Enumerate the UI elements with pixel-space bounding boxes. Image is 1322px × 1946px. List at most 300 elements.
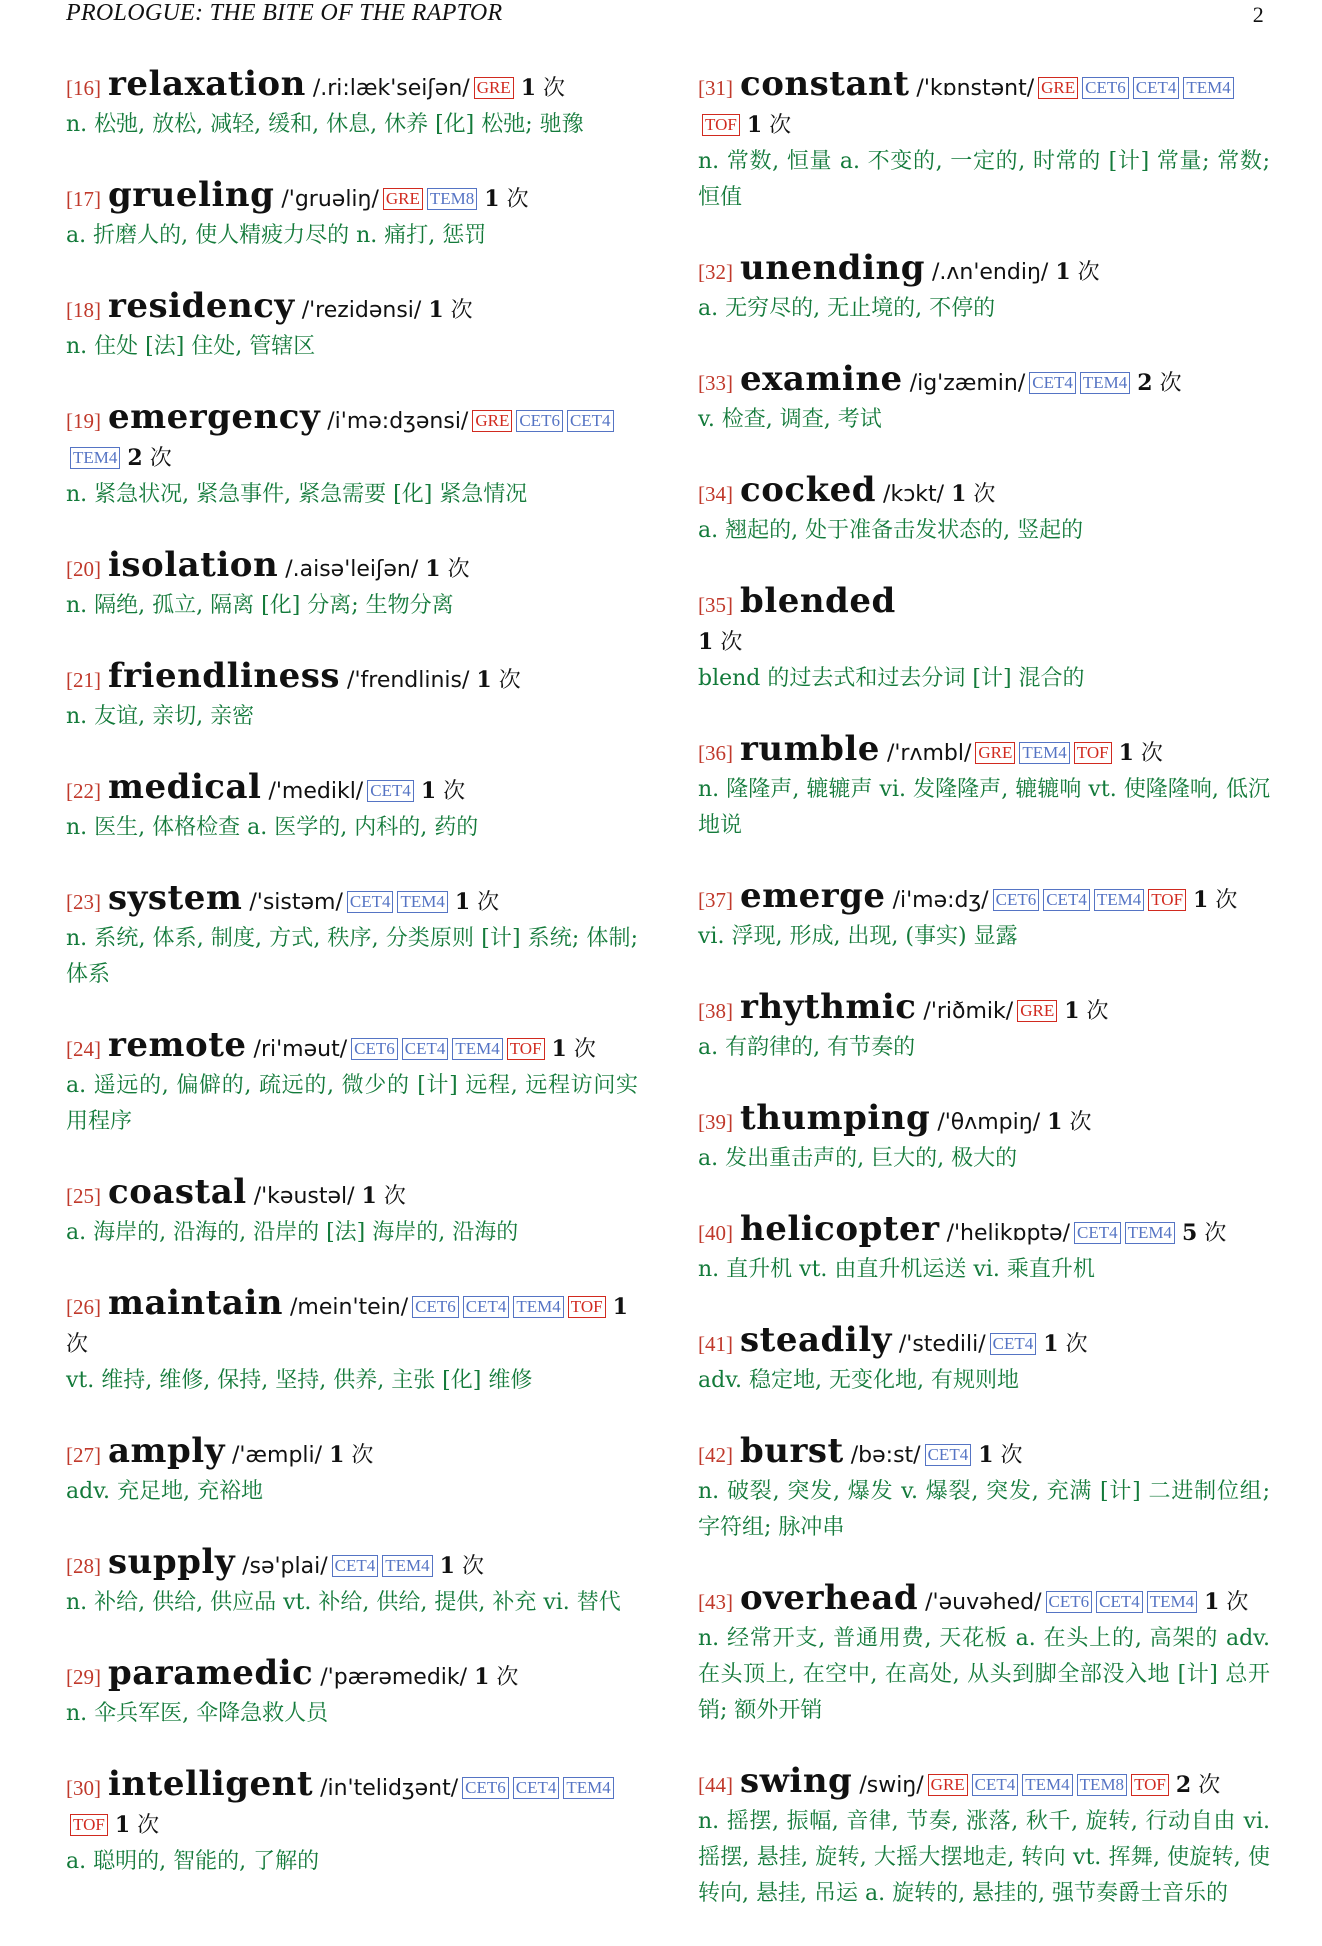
count-value: 2 <box>1175 1772 1192 1798</box>
vocab-entry <box>698 878 1270 955</box>
exam-tag: GRE <box>975 742 1015 764</box>
vocab-entry <box>698 472 1270 549</box>
exam-tag: CET4 <box>925 1444 972 1466</box>
vocab-entry <box>66 66 638 143</box>
exam-tag: TOF <box>1148 889 1186 911</box>
entry-headline <box>698 878 1270 919</box>
count-unit: 次 <box>450 298 473 323</box>
exam-tag: CET4 <box>1096 1591 1143 1613</box>
entry-headline <box>66 1027 638 1068</box>
exam-tag: TOF <box>1131 1774 1169 1796</box>
occurrence-count <box>115 1813 159 1838</box>
count-value: 1 <box>520 75 536 101</box>
occurrence-count <box>951 482 995 507</box>
occurrence-count <box>484 187 528 212</box>
headword: grueling <box>108 175 275 215</box>
exam-tag: CET4 <box>1074 1222 1121 1244</box>
definition: a. 有韵律的, 有节奏的 <box>698 1035 916 1060</box>
exam-tag: TEM4 <box>397 891 447 913</box>
exam-tag: TEM4 <box>452 1038 502 1060</box>
headword: system <box>108 878 243 918</box>
vocab-entry <box>66 658 638 735</box>
entry-number: [20] <box>66 557 101 581</box>
vocab-entry <box>66 547 638 624</box>
count-unit: 次 <box>1086 999 1109 1024</box>
definition: n. 摇摆, 振幅, 音律, 节奏, 涨落, 秋千, 旋转, 行动自由 vi. 摇摆, 悬挂, 旋转, 大摇大摆地走, 转向 vt. 挥舞, 使旋转, 使转向, 悬挂, 吊运 a. 旋转的, 悬挂的, 强节奏爵士音乐的 <box>698 1809 1270 1906</box>
exam-tag: CET4 <box>1043 889 1090 911</box>
occurrence-count <box>698 630 742 655</box>
exam-tag: GRE <box>928 1774 968 1796</box>
phonetic: /'kəustəl/ <box>253 1184 355 1209</box>
headword: friendliness <box>108 656 341 696</box>
count-unit: 次 <box>351 1443 374 1468</box>
definition: a. 聪明的, 智能的, 了解的 <box>66 1849 320 1874</box>
entry-number: [44] <box>698 1773 733 1797</box>
definition: n. 破裂, 突发, 爆发 v. 爆裂, 突发, 充满 [计] 二进制位组; 字符组; 脉冲串 <box>698 1479 1270 1540</box>
exam-tag: CET4 <box>567 410 614 432</box>
headword: steadily <box>740 1320 892 1360</box>
definition: n. 经常开支, 普通用费, 天花板 a. 在头上的, 高架的 adv. 在头顶上, 在空中, 在高处, 从头到脚全部没入地 [计] 总开销; 额外开销 <box>698 1626 1270 1723</box>
exam-tag: CET4 <box>367 780 414 802</box>
vocab-entry <box>66 1027 638 1140</box>
occurrence-count <box>978 1443 1022 1468</box>
vocab-entry <box>698 361 1270 438</box>
occurrence-count <box>428 298 472 323</box>
occurrence-count <box>1182 1221 1226 1246</box>
headword: residency <box>108 286 295 326</box>
headword: rhythmic <box>740 987 917 1027</box>
exam-tag: CET6 <box>1082 77 1129 99</box>
occurrence-count <box>1137 371 1181 396</box>
definition: n. 直升机 vt. 由直升机运送 vi. 乘直升机 <box>698 1257 1095 1282</box>
phonetic: /kɔkt/ <box>883 482 945 507</box>
exam-tag: CET4 <box>402 1038 449 1060</box>
headword: rumble <box>740 729 880 769</box>
definition: n. 隔绝, 孤立, 隔离 [化] 分离; 生物分离 <box>66 593 454 618</box>
count-unit: 次 <box>477 890 500 915</box>
count-unit: 次 <box>496 1665 519 1690</box>
definition: n. 系统, 体系, 制度, 方式, 秩序, 分类原则 [计] 系统; 体制; 体系 <box>66 926 638 987</box>
entry-headline <box>698 583 1270 661</box>
exam-tag: GRE <box>474 77 514 99</box>
exam-tag: CET6 <box>462 1777 509 1799</box>
phonetic: /'sistəm/ <box>249 890 343 915</box>
count-value: 1 <box>439 1553 455 1579</box>
occurrence-count <box>474 1665 518 1690</box>
headword: amply <box>108 1431 225 1471</box>
definition: a. 折磨人的, 使人精疲力尽的 n. 痛打, 惩罚 <box>66 223 487 248</box>
entry-number: [30] <box>66 1776 101 1800</box>
entry-number: [37] <box>698 888 733 912</box>
exam-tag: GRE <box>383 188 423 210</box>
phonetic: /i'mə:dʒənsi/ <box>327 409 469 434</box>
definition: n. 补给, 供给, 供应品 vt. 补给, 供给, 提供, 补充 vi. 替代 <box>66 1590 621 1615</box>
entry-headline <box>66 66 638 107</box>
right-column <box>698 66 1270 1946</box>
headword: medical <box>108 767 262 807</box>
entry-headline <box>66 177 638 218</box>
entry-number: [40] <box>698 1221 733 1245</box>
phonetic: /'helikɒptə/ <box>946 1221 1070 1246</box>
occurrence-count <box>440 1554 484 1579</box>
count-value: 1 <box>746 112 763 138</box>
vocab-entry <box>66 1655 638 1732</box>
count-value: 1 <box>551 1036 567 1062</box>
count-value: 1 <box>612 1294 628 1320</box>
count-value: 1 <box>698 629 714 655</box>
count-value: 1 <box>1064 998 1080 1024</box>
entry-headline <box>698 472 1270 513</box>
headword: intelligent <box>108 1764 314 1804</box>
entry-number: [22] <box>66 779 101 803</box>
count-unit: 次 <box>149 446 172 471</box>
vocab-entry <box>698 66 1270 216</box>
exam-tag: TOF <box>70 1814 108 1836</box>
definition: vi. 浮现, 形成, 出现, (事实) 显露 <box>698 924 1018 949</box>
entry-number: [28] <box>66 1554 101 1578</box>
exam-tag: TEM4 <box>513 1296 563 1318</box>
headword: maintain <box>108 1283 284 1323</box>
count-unit: 次 <box>1069 1110 1092 1135</box>
vocab-entry <box>66 769 638 846</box>
count-unit: 次 <box>543 76 566 101</box>
phonetic: /'riðmik/ <box>923 999 1014 1024</box>
vocab-entry <box>66 880 638 993</box>
entry-number: [29] <box>66 1665 101 1689</box>
headword: thumping <box>740 1098 931 1138</box>
entry-headline <box>698 361 1270 402</box>
count-value: 1 <box>1055 259 1071 285</box>
exam-tag: TOF <box>568 1296 606 1318</box>
phonetic: /'æmpli/ <box>231 1443 323 1468</box>
headword: burst <box>740 1431 844 1471</box>
vocab-entry <box>698 250 1270 327</box>
count-value: 1 <box>978 1442 994 1468</box>
definition: n. 常数, 恒量 a. 不变的, 一定的, 时常的 [计] 常量; 常数; 恒值 <box>698 149 1270 210</box>
occurrence-count <box>127 446 171 471</box>
count-unit: 次 <box>1198 1773 1221 1798</box>
count-unit: 次 <box>973 482 996 507</box>
occurrence-count <box>1043 1332 1087 1357</box>
headword: unending <box>740 248 925 288</box>
headword: overhead <box>740 1578 919 1618</box>
count-value: 1 <box>484 186 500 212</box>
headword: helicopter <box>740 1209 940 1249</box>
entry-number: [32] <box>698 260 733 284</box>
exam-tag: TEM4 <box>563 1777 613 1799</box>
exam-tag: TEM4 <box>1019 742 1069 764</box>
vocab-entry <box>66 1285 638 1399</box>
phonetic: /'stedili/ <box>898 1332 986 1357</box>
exam-tag: TEM4 <box>70 447 120 469</box>
headword: isolation <box>108 545 279 585</box>
vocab-entry <box>698 1580 1270 1729</box>
exam-tag: TEM4 <box>1125 1222 1175 1244</box>
headword: supply <box>108 1542 236 1582</box>
page-number: 2 <box>1252 2 1264 27</box>
occurrence-count <box>1119 741 1163 766</box>
entry-number: [34] <box>698 482 733 506</box>
exam-tag: TEM4 <box>1094 889 1144 911</box>
definition: n. 紧急状况, 紧急事件, 紧急需要 [化] 紧急情况 <box>66 482 528 507</box>
entry-headline <box>66 1433 638 1474</box>
entry-number: [23] <box>66 890 101 914</box>
headword: cocked <box>740 470 877 510</box>
headword: emerge <box>740 876 886 916</box>
exam-tag: CET6 <box>993 889 1040 911</box>
occurrence-count <box>1176 1773 1220 1798</box>
count-unit: 次 <box>137 1813 160 1838</box>
count-value: 1 <box>951 481 967 507</box>
entry-headline <box>698 1580 1270 1621</box>
entry-number: [43] <box>698 1590 733 1614</box>
entry-headline <box>66 288 638 329</box>
occurrence-count <box>421 779 465 804</box>
exam-tag: CET6 <box>516 410 563 432</box>
vocab-entry <box>66 1766 638 1880</box>
phonetic: /ri'məut/ <box>253 1037 348 1062</box>
exam-tag: CET4 <box>513 1777 560 1799</box>
entry-number: [38] <box>698 999 733 1023</box>
entry-number: [18] <box>66 298 101 322</box>
phonetic: /'rʌmbl/ <box>886 741 972 766</box>
phonetic: /'əuvəhed/ <box>925 1590 1042 1615</box>
phonetic: /.ri:læk'seiʃən/ <box>312 76 470 101</box>
entry-headline <box>698 731 1270 772</box>
count-unit: 次 <box>1226 1590 1249 1615</box>
occurrence-count <box>362 1184 406 1209</box>
count-unit: 次 <box>1215 888 1238 913</box>
entry-number: [36] <box>698 741 733 765</box>
phonetic: /.ʌn'endiŋ/ <box>931 260 1049 285</box>
count-value: 1 <box>361 1183 377 1209</box>
occurrence-count <box>1193 888 1237 913</box>
entry-number: [42] <box>698 1443 733 1467</box>
definition: vt. 维持, 维修, 保持, 坚持, 供养, 主张 [化] 维修 <box>66 1368 533 1393</box>
definition: adv. 充足地, 充裕地 <box>66 1479 263 1504</box>
occurrence-count <box>521 76 565 101</box>
occurrence-count <box>1055 260 1099 285</box>
vocab-entry <box>698 1211 1270 1288</box>
entry-number: [17] <box>66 187 101 211</box>
definition: n. 住处 [法] 住处, 管辖区 <box>66 334 316 359</box>
phonetic: /'kɒnstənt/ <box>916 76 1035 101</box>
occurrence-count <box>1064 999 1108 1024</box>
count-unit: 次 <box>506 187 529 212</box>
vocab-entry <box>698 1100 1270 1177</box>
entry-headline <box>66 1174 638 1215</box>
vocab-entry <box>698 1433 1270 1546</box>
count-unit: 次 <box>461 1554 484 1579</box>
exam-tag: TEM8 <box>427 188 477 210</box>
page-header <box>66 0 1264 30</box>
entry-number: [33] <box>698 371 733 395</box>
entry-headline <box>66 1766 638 1844</box>
count-unit: 次 <box>720 630 743 655</box>
occurrence-count <box>747 113 791 138</box>
count-unit: 次 <box>1204 1221 1227 1246</box>
entry-headline <box>66 399 638 477</box>
count-unit: 次 <box>447 557 470 582</box>
phonetic: /'medikl/ <box>268 779 364 804</box>
occurrence-count <box>425 557 469 582</box>
entry-number: [35] <box>698 593 733 617</box>
phonetic: /'rezidənsi/ <box>301 298 422 323</box>
definition: a. 海岸的, 沿海的, 沿岸的 [法] 海岸的, 沿海的 <box>66 1220 519 1245</box>
count-value: 1 <box>428 297 444 323</box>
entry-number: [31] <box>698 76 733 100</box>
entry-headline <box>698 989 1270 1030</box>
entry-headline <box>66 658 638 699</box>
count-value: 1 <box>1193 887 1209 913</box>
definition: n. 松弛, 放松, 减轻, 缓和, 休息, 休养 [化] 松弛; 驰豫 <box>66 112 584 137</box>
entry-number: [19] <box>66 409 101 433</box>
entry-headline <box>698 66 1270 144</box>
count-value: 1 <box>1047 1109 1063 1135</box>
entry-number: [16] <box>66 76 101 100</box>
headword: constant <box>740 64 910 104</box>
definition: n. 友谊, 亲切, 亲密 <box>66 704 255 729</box>
occurrence-count <box>1047 1110 1091 1135</box>
exam-tag: TOF <box>1074 742 1112 764</box>
phonetic: /'pærəmedik/ <box>320 1665 468 1690</box>
exam-tag: TEM4 <box>1080 372 1130 394</box>
exam-tag: CET4 <box>332 1555 379 1577</box>
headword: remote <box>108 1025 247 1065</box>
exam-tag: TOF <box>507 1038 545 1060</box>
entry-number: [24] <box>66 1037 101 1061</box>
phonetic: /'frendlinis/ <box>347 668 470 693</box>
vocab-entry <box>698 583 1270 697</box>
exam-tag: CET4 <box>1029 372 1076 394</box>
definition: a. 遥远的, 偏僻的, 疏远的, 微少的 [计] 远程, 远程访问实用程序 <box>66 1073 638 1134</box>
count-unit: 次 <box>498 668 521 693</box>
count-value: 1 <box>454 889 471 915</box>
left-column <box>66 66 638 1914</box>
count-unit: 次 <box>1065 1332 1088 1357</box>
exam-tag: TEM4 <box>1147 1591 1197 1613</box>
phonetic: /.aisə'leiʃən/ <box>285 557 419 582</box>
exam-tag: TOF <box>702 114 740 136</box>
phonetic: /swiŋ/ <box>859 1773 924 1798</box>
headword: examine <box>740 359 903 399</box>
count-value: 2 <box>127 445 143 471</box>
headword: coastal <box>108 1172 247 1212</box>
occurrence-count <box>455 890 499 915</box>
phonetic: /'gruəliŋ/ <box>281 187 379 212</box>
phonetic: /i'mə:dʒ/ <box>892 888 989 913</box>
entry-headline <box>66 547 638 588</box>
count-value: 1 <box>476 667 492 693</box>
headword: blended <box>740 581 896 621</box>
entry-number: [39] <box>698 1110 733 1134</box>
exam-tag: GRE <box>472 410 512 432</box>
vocab-entry <box>698 731 1270 844</box>
count-value: 1 <box>1043 1331 1059 1357</box>
exam-tag: CET4 <box>972 1774 1019 1796</box>
vocab-entry <box>698 1763 1270 1912</box>
headword: paramedic <box>108 1653 314 1693</box>
definition: adv. 稳定地, 无变化地, 有规则地 <box>698 1368 1019 1393</box>
exam-tag: CET6 <box>412 1296 459 1318</box>
phonetic: /in'telidʒənt/ <box>320 1776 459 1801</box>
count-unit: 次 <box>66 1332 89 1357</box>
entry-headline <box>66 880 638 921</box>
count-unit: 次 <box>1077 260 1100 285</box>
count-unit: 次 <box>573 1037 596 1062</box>
exam-tag: GRE <box>1038 77 1078 99</box>
definition: a. 无穷尽的, 无止境的, 不停的 <box>698 296 996 321</box>
entry-headline <box>66 1544 638 1585</box>
exam-tag: TEM8 <box>1077 1774 1127 1796</box>
vocab-entry <box>66 1544 638 1621</box>
headword: emergency <box>108 397 321 437</box>
vocab-entry <box>66 1433 638 1510</box>
definition: a. 翘起的, 处于准备击发状态的, 竖起的 <box>698 518 1084 543</box>
entry-number: [26] <box>66 1295 101 1319</box>
count-value: 1 <box>329 1442 345 1468</box>
entry-number: [21] <box>66 668 101 692</box>
entry-headline <box>698 1211 1270 1252</box>
count-value: 1 <box>474 1664 490 1690</box>
exam-tag: GRE <box>1017 1000 1057 1022</box>
entry-headline <box>698 1433 1270 1474</box>
exam-tag: CET4 <box>347 891 394 913</box>
exam-tag: CET4 <box>463 1296 510 1318</box>
entry-headline <box>66 1285 638 1363</box>
entry-number: [25] <box>66 1184 101 1208</box>
vocab-entry <box>66 177 638 254</box>
count-unit: 次 <box>1000 1443 1023 1468</box>
entry-headline <box>698 250 1270 291</box>
exam-tag: CET6 <box>351 1038 398 1060</box>
count-unit: 次 <box>1140 741 1163 766</box>
exam-tag: CET4 <box>990 1333 1037 1355</box>
entry-number: [41] <box>698 1332 733 1356</box>
occurrence-count <box>476 668 520 693</box>
entry-headline <box>66 769 638 810</box>
chapter-title: PROLOGUE: THE BITE OF THE RAPTOR <box>66 0 503 26</box>
occurrence-count <box>1204 1590 1248 1615</box>
count-unit: 次 <box>1159 371 1182 396</box>
count-value: 1 <box>1118 740 1134 766</box>
count-value: 1 <box>420 778 437 804</box>
count-value: 1 <box>1204 1589 1220 1615</box>
entry-headline <box>698 1100 1270 1141</box>
vocab-entry <box>698 989 1270 1066</box>
definition: a. 发出重击声的, 巨大的, 极大的 <box>698 1146 1018 1171</box>
vocab-entry <box>66 288 638 365</box>
phonetic: /sə'plai/ <box>242 1554 328 1579</box>
headword: swing <box>740 1761 853 1801</box>
count-unit: 次 <box>769 113 792 138</box>
definition: n. 医生, 体格检查 a. 医学的, 内科的, 药的 <box>66 815 479 840</box>
count-value: 1 <box>114 1812 131 1838</box>
definition: blend 的过去式和过去分词 [计] 混合的 <box>698 666 1085 691</box>
exam-tag: TEM4 <box>382 1555 432 1577</box>
entry-headline <box>698 1322 1270 1363</box>
phonetic: /bə:st/ <box>850 1443 921 1468</box>
phonetic: /ig'zæmin/ <box>909 371 1026 396</box>
count-unit: 次 <box>383 1184 406 1209</box>
definition: n. 隆隆声, 辘辘声 vi. 发隆隆声, 辘辘响 vt. 使隆隆响, 低沉地说 <box>698 777 1270 838</box>
phonetic: /mein'tein/ <box>290 1295 409 1320</box>
definition: v. 检查, 调查, 考试 <box>698 407 882 432</box>
occurrence-count <box>552 1037 596 1062</box>
vocab-entry <box>66 1174 638 1251</box>
definition: n. 伞兵军医, 伞降急救人员 <box>66 1701 329 1726</box>
entry-number: [27] <box>66 1443 101 1467</box>
